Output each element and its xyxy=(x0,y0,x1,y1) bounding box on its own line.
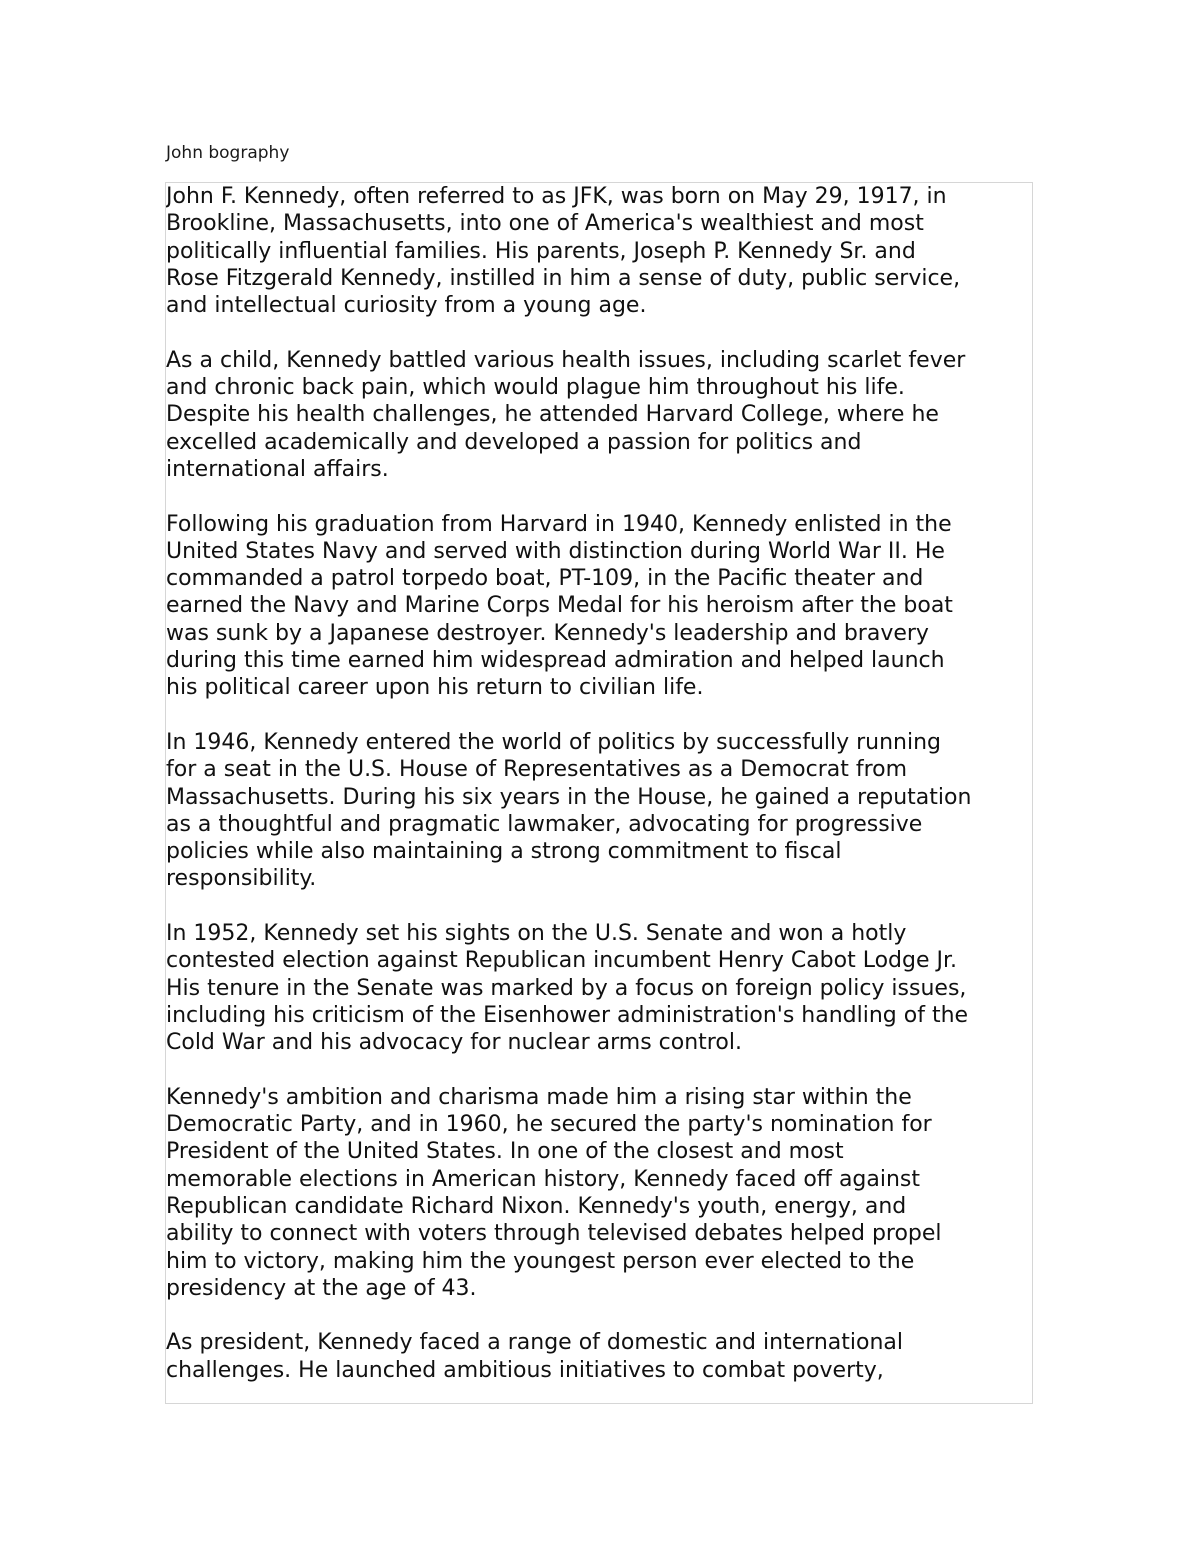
document-title: John bography xyxy=(166,143,290,163)
paragraph-line: for a seat in the U.S. House of Representatives as a Democrat from xyxy=(166,757,908,783)
paragraph-line: and intellectual curiosity from a young age. xyxy=(166,293,647,319)
paragraph-line: Brookline, Massachusetts, into one of America's wealthiest and most xyxy=(166,211,924,237)
paragraph-line: including his criticism of the Eisenhower administration's handling of the xyxy=(166,1002,969,1028)
paragraph-gap xyxy=(166,483,1032,510)
paragraph-gap xyxy=(166,1302,1032,1329)
paragraph-line: challenges. He launched ambitious initiatives to combat poverty, xyxy=(166,1357,884,1383)
paragraph-line: Rose Fitzgerald Kennedy, instilled in him a sense of duty, public service, xyxy=(166,265,961,291)
paragraph-line: As president, Kennedy faced a range of domestic and international xyxy=(166,1330,904,1356)
paragraph-line: as a thoughtful and pragmatic lawmaker, advocating for progressive xyxy=(166,811,923,837)
paragraph-line: Following his graduation from Harvard in 1940, Kennedy enlisted in the xyxy=(166,511,952,537)
paragraph-line: and chronic back pain, which would plague him throughout his life. xyxy=(166,375,905,401)
paragraph xyxy=(166,1329,1032,1384)
paragraph-line: In 1946, Kennedy entered the world of politics by successfully running xyxy=(166,729,942,755)
paragraph-line: excelled academically and developed a passion for politics and xyxy=(166,429,862,455)
paragraph-line: policies while also maintaining a strong commitment to fiscal xyxy=(166,839,842,865)
paragraph-line: President of the United States. In one of the closest and most xyxy=(166,1139,844,1165)
paragraph-line: Massachusetts. During his six years in the House, he gained a reputation xyxy=(166,784,972,810)
paragraph-line: United States Navy and served with distinction during World War II. He xyxy=(166,538,945,564)
paragraph-line: commanded a patrol torpedo boat, PT-109, in the Pacific theater and xyxy=(166,566,924,592)
paragraph-line: Democratic Party, and in 1960, he secured the party's nomination for xyxy=(166,1112,932,1138)
paragraph-line: presidency at the age of 43. xyxy=(166,1275,477,1301)
paragraph-line: Kennedy's ambition and charisma made him a rising star within the xyxy=(166,1084,912,1110)
paragraph-line: John F. Kennedy, often referred to as JFK, was born on May 29, 1917, in xyxy=(166,184,947,209)
paragraph-line: international affairs. xyxy=(166,456,389,482)
text-box[interactable] xyxy=(165,182,1033,1404)
paragraph xyxy=(166,729,1032,893)
paragraph-gap xyxy=(166,319,1032,346)
paragraph-line: his political career upon his return to civilian life. xyxy=(166,675,704,701)
paragraph xyxy=(166,920,1032,1056)
paragraph-line: earned the Navy and Marine Corps Medal for his heroism after the boat xyxy=(166,593,953,619)
paragraph-line: responsibility. xyxy=(166,866,317,892)
paragraph-line: ability to connect with voters through televised debates helped propel xyxy=(166,1221,942,1247)
paragraph-line: during this time earned him widespread admiration and helped launch xyxy=(166,648,945,674)
paragraph xyxy=(166,511,1032,702)
paragraph-line: Despite his health challenges, he attended Harvard College, where he xyxy=(166,402,939,428)
paragraph-line: In 1952, Kennedy set his sights on the U.S. Senate and won a hotly xyxy=(166,921,907,947)
paragraph-line: Republican candidate Richard Nixon. Kennedy's youth, energy, and xyxy=(166,1193,907,1219)
paragraph-line: memorable elections in American history, Kennedy faced off against xyxy=(166,1166,921,1192)
paragraph-line: As a child, Kennedy battled various health issues, including scarlet fever xyxy=(166,347,966,373)
paragraph-line: was sunk by a Japanese destroyer. Kennedy's leadership and bravery xyxy=(166,620,929,646)
paragraph xyxy=(166,183,1032,319)
paragraph-line: contested election against Republican incumbent Henry Cabot Lodge Jr. xyxy=(166,948,958,974)
paragraph-line: politically influential families. His parents, Joseph P. Kennedy Sr. and xyxy=(166,238,916,264)
paragraph-gap xyxy=(166,702,1032,729)
paragraph xyxy=(166,1084,1032,1302)
paragraph-gap xyxy=(166,1057,1032,1084)
paragraph-line: him to victory, making him the youngest person ever elected to the xyxy=(166,1248,915,1274)
paragraph-line: His tenure in the Senate was marked by a focus on foreign policy issues, xyxy=(166,975,967,1001)
paragraph-line: Cold War and his advocacy for nuclear arms control. xyxy=(166,1030,742,1056)
paragraph-gap xyxy=(166,893,1032,920)
paragraph xyxy=(166,347,1032,483)
